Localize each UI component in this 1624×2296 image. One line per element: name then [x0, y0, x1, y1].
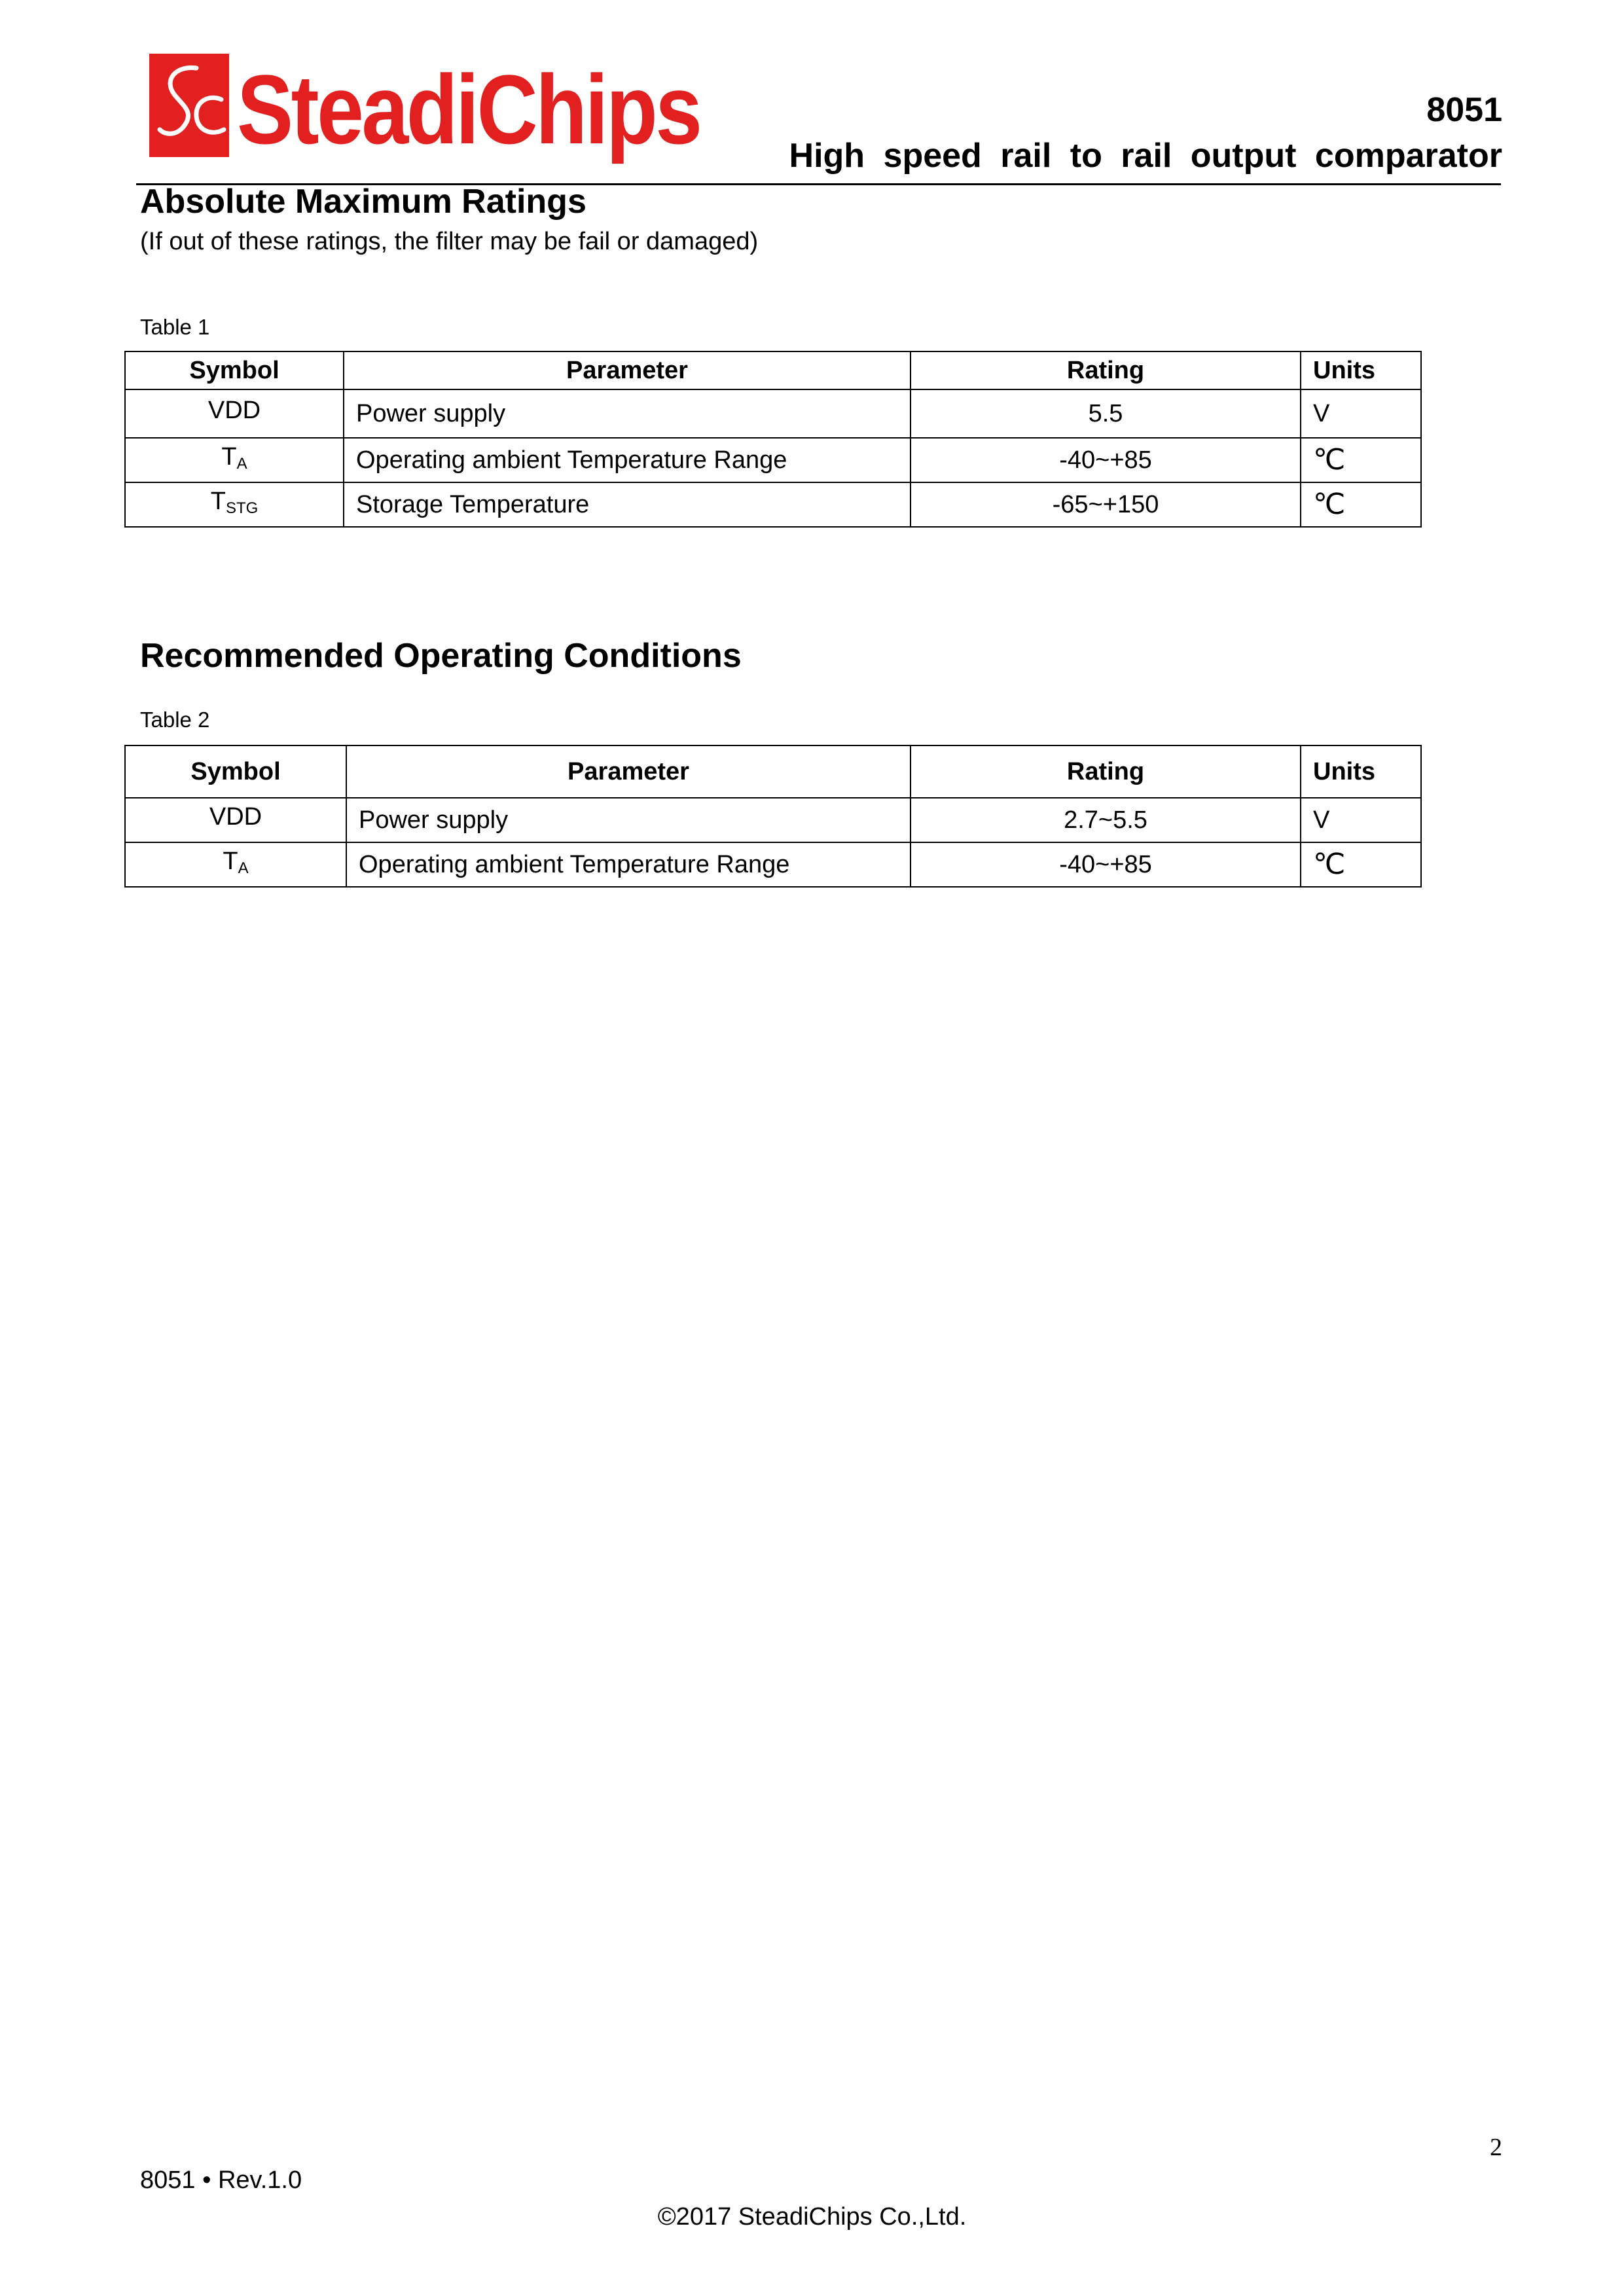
cell-symbol: VDD — [125, 798, 346, 842]
cell-symbol: $T_{STG}$ — [125, 482, 344, 527]
header-parameter: Parameter — [344, 351, 911, 389]
cell-units: V — [1301, 798, 1421, 842]
cell-parameter: Storage Temperature — [344, 482, 911, 527]
page-number: 2 — [1490, 2134, 1502, 2161]
table-row — [125, 842, 1421, 887]
cell-parameter: Operating ambient Temperature Range — [344, 438, 911, 482]
header-rating: Rating — [911, 745, 1301, 798]
cell-rating: -40~+85 — [911, 438, 1301, 482]
cell-units: ℃ — [1301, 842, 1421, 887]
cell-symbol: VDD — [125, 389, 344, 438]
doc-subtitle: High speed rail to rail output comparator — [789, 137, 1502, 175]
table-header-row — [125, 745, 1421, 798]
cell-rating: 2.7~5.5 — [911, 798, 1301, 842]
logo-mark — [149, 54, 229, 157]
section-title-recommended-conditions: Recommended Operating Conditions — [140, 637, 742, 675]
doc-number: 8051 — [1426, 91, 1502, 129]
header-symbol: Symbol — [125, 351, 344, 389]
cell-symbol: $T_A$ — [125, 438, 344, 482]
cell-symbol: $T_A$ — [125, 842, 346, 887]
cell-parameter: Power supply — [344, 389, 911, 438]
cell-units: ℃ — [1301, 482, 1421, 527]
cell-rating: -40~+85 — [911, 842, 1301, 887]
header-units: Units — [1301, 745, 1421, 798]
header-rating: Rating — [911, 351, 1301, 389]
header-parameter: Parameter — [346, 745, 911, 798]
table-row — [125, 482, 1421, 527]
cell-parameter: Operating ambient Temperature Range — [346, 842, 911, 887]
cell-rating: 5.5 — [911, 389, 1301, 438]
table1-caption: Table 1 — [140, 315, 210, 339]
cell-rating: -65~+150 — [911, 482, 1301, 527]
footer-doc-revision: 8051 • Rev.1.0 — [140, 2166, 302, 2194]
table-recommended-operating-conditions — [124, 745, 1422, 888]
header-units: Units — [1301, 351, 1421, 389]
table-row — [125, 438, 1421, 482]
header-symbol: Symbol — [125, 745, 346, 798]
cell-units: ℃ — [1301, 438, 1421, 482]
brand-logo-text: SteadiChips — [237, 54, 700, 164]
table-row — [125, 798, 1421, 842]
table2-caption: Table 2 — [140, 708, 210, 732]
sc-monogram-icon — [149, 54, 229, 157]
table-header-row — [125, 351, 1421, 389]
cell-units: V — [1301, 389, 1421, 438]
footer-copyright: ©2017 SteadiChips Co.,Ltd. — [657, 2203, 967, 2231]
table-absolute-max-ratings — [124, 351, 1422, 528]
table-row — [125, 389, 1421, 438]
section-title-absolute-max: Absolute Maximum Ratings — [140, 183, 586, 221]
cell-parameter: Power supply — [346, 798, 911, 842]
ratings-note: (If out of these ratings, the filter may be fail or damaged) — [140, 228, 759, 255]
